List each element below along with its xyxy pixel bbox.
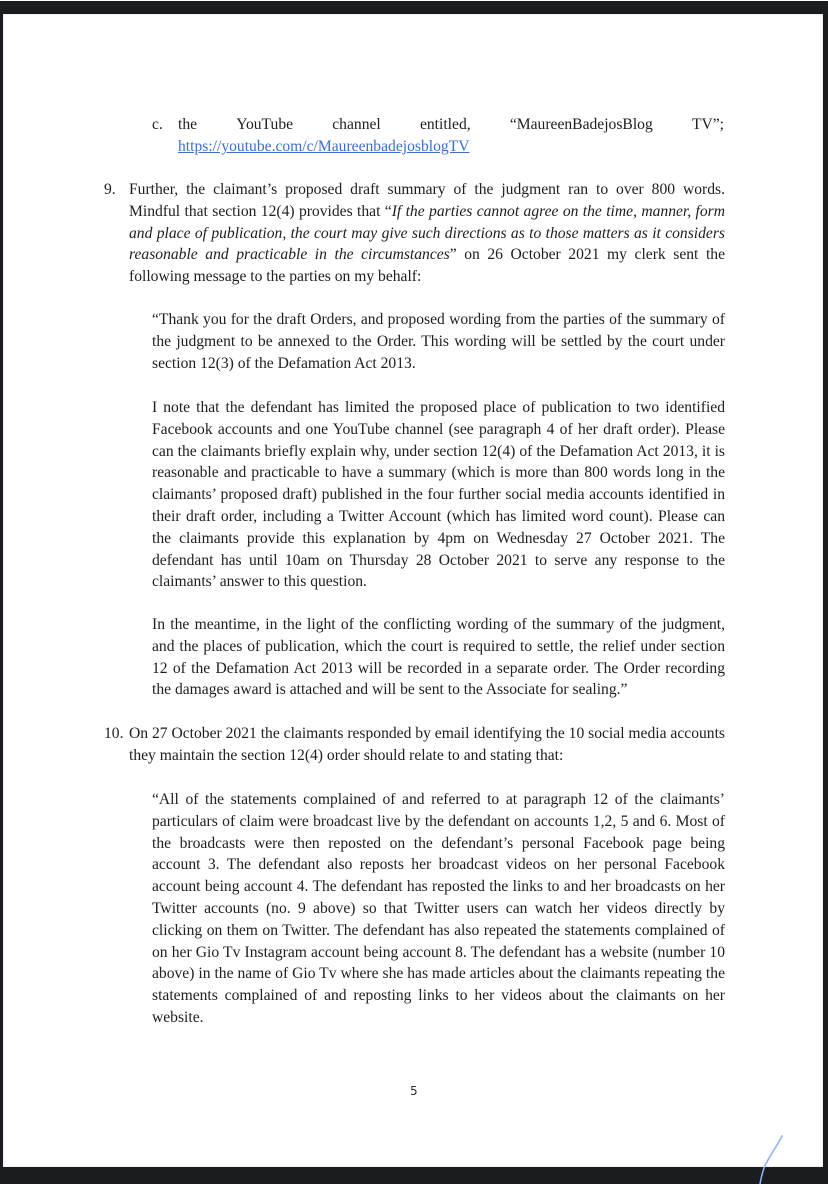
youtube-channel-link[interactable]: https://youtube.com/c/MaureenbadejosblogTV [178,138,470,155]
item-c-word: channel [332,116,381,133]
para-9-statute-quote: If the parties cannot agree on the time, manner, form and place of publication, the court may give such directions as to those matters as it considers reasonable and practicable in the circumstances [129,202,725,264]
item-c-word: “MaureenBadejosBlog [509,116,653,133]
clerk-message-part-1: “Thank you for the draft Orders, and proposed wording from the parties of the summary of the judgment to be annexed to the Order. This wording will be settled by the court under section 12(3) of the Defamation Act 2013. [152,311,725,372]
para-9-outro: ” on 26 October 2021 my clerk sent the following message to the parties on my behalf: [129,246,725,286]
para-9-number: 9. [104,181,116,198]
document-page [3,14,823,1167]
item-c-word: entitled, [419,116,471,133]
item-c-word: the [178,116,198,133]
item-c-word: TV”; [691,116,724,133]
pen-stroke-mark [758,1134,788,1184]
para-9-intro: Further, the claimant’s proposed draft summary of the judgment ran to over 800 words. Mindful that section 12(4) provides that “ [129,181,725,220]
item-c-word: YouTube [236,116,294,133]
para-10-body: On 27 October 2021 the claimants responded by email identifying the 10 social media accounts they maintain the section 12(4) order should relate to and stating that: [129,725,725,764]
page-number: 5 [410,1084,418,1098]
para-9-body [129,179,725,288]
claimants-email-quote: “All of the statements complained of and referred to at paragraph 12 of the claimants’ particulars of claim were broadcast live by the defendant on accounts 1,2, 5 and 6. Most of the broadcasts were then reposted on the defendant’s personal Facebook page being account 3. The defendant also reposts her broadcast videos on her personal Facebook account being account 4. The defendant has reposted the links to and her broadcasts on her Twitter accounts (no. 9 above) so that Twitter users can watch her videos directly by clicking on them on Twitter. The defendant has also repeated the statements complained of on her Gio Tv Instagram account being account 8. The defendant has a website (number 10 above) in the name of Gio Tv where she has made articles about the claimants repeating the statements complained of and reposting links to her videos about the claimants on her website. [152,791,725,1026]
item-c-line [178,114,724,136]
clerk-message-part-3: In the meantime, in the light of the conflicting wording of the summary of the judgment, and the places of publication, which the court is required to settle, the relief under section 12 of the Defamation Act 2013 will be recorded in a separate order. The Order recording the damages award is attached and will be sent to the Associate for sealing.” [152,616,725,699]
clerk-message-part-2: I note that the defendant has limited the proposed place of publication to two identified Facebook accounts and one YouTube channel (see paragraph 4 of her draft order). Please can the claimants briefly explain why, under section 12(4) of the Defamation Act 2013, it is reasonable and practicable to have a summary (which is more than 800 words long in the claimants’ proposed draft) published in the four further social media accounts identified in their draft order, including a Twitter Account (which has limited word count). Please can the claimants provide this explanation by 4pm on Wednesday 27 October 2021. The defendant has until 10am on Thursday 28 October 2021 to serve any response to the claimants’ answer to this question. [152,399,725,591]
para-10-number: 10. [104,725,124,742]
item-c-marker: c. [152,116,163,133]
window-top-edge [0,0,828,1]
